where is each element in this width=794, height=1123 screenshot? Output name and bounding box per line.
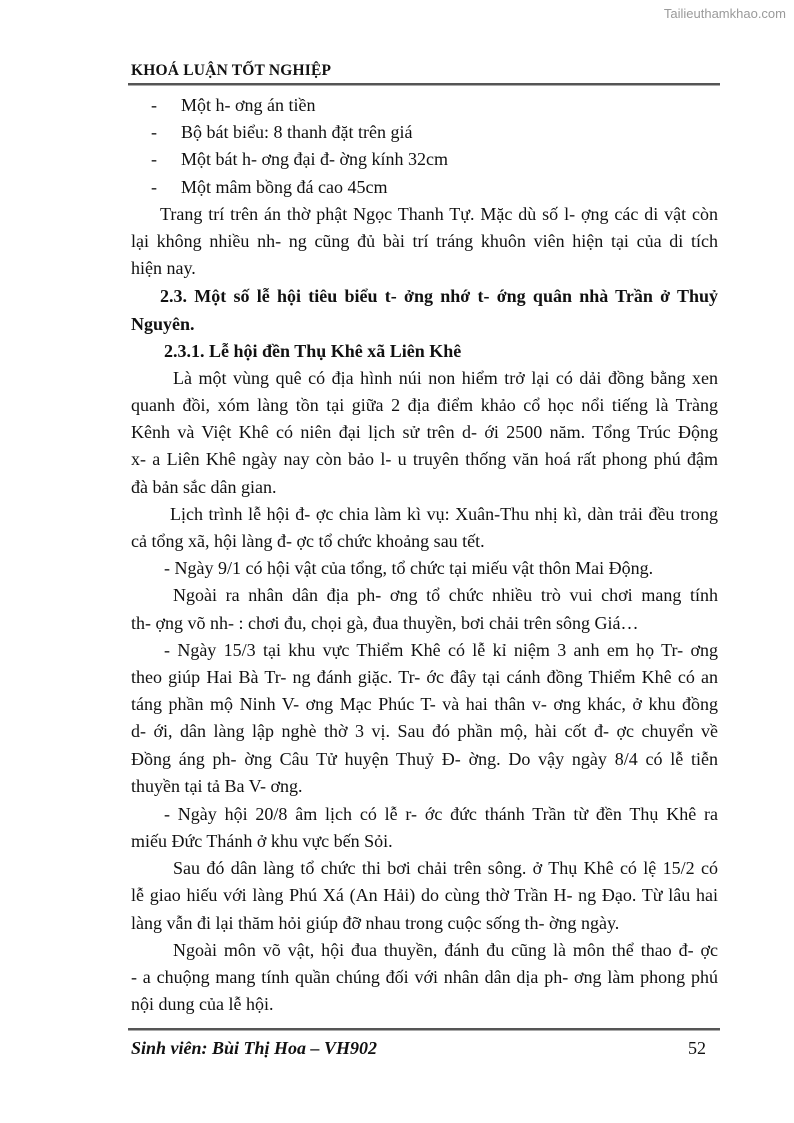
paragraph-line: Đồng áng ph- ờng Câu Tử huyện Thuỷ Đ- ờng. Do vậy ngày 8/4 có lễ tiễn — [131, 748, 718, 769]
bullet-text: Bộ bát biểu: 8 thanh đặt trên giá — [181, 122, 413, 143]
paragraph-line: Ngoài ra nhân dân địa ph- ơng tổ chức nhiều trò vui chơi mang tính — [173, 585, 718, 606]
bullet-dash: - — [151, 149, 157, 170]
bullet-item — [131, 92, 718, 119]
paragraph-line: làng vẫn đi lại thăm hỏi giúp đỡ nhau trong cuộc sống th- ờng ngày. — [131, 912, 620, 933]
paragraph-line: theo giúp Hai Bà Tr- ng đánh giặc. Tr- ớc đây tại cánh đồng Thiểm Khê có an — [131, 666, 718, 687]
paragraph-line: - Ngày hội 20/8 âm lịch có lễ r- ớc đức thánh Trần từ đền Thụ Khê ra — [164, 803, 718, 824]
paragraph-line: Kênh và Việt Khê có niên đại lịch sử trên d- ới 2500 năm. Tổng Trúc Động — [131, 422, 718, 443]
bullet-text: Một h- ơng án tiền — [181, 95, 316, 115]
footer-rule — [128, 1028, 720, 1031]
bullet-dash: - — [151, 95, 157, 115]
bullet-dash: - — [151, 122, 157, 143]
paragraph-line: - Ngày 15/3 tại khu vực Thiểm Khê có lễ kỉ niệm 3 anh em họ Tr- ơng — [164, 639, 718, 660]
bullet-item — [131, 146, 718, 173]
header-rule — [128, 83, 720, 86]
page-body — [131, 92, 718, 1018]
watermark: Tailieuthamkhao.com — [663, 6, 786, 21]
paragraph-line: Lịch trình lễ hội đ- ợc chia làm kì vụ: Xuân-Thu nhị kì, dàn trải đều trong — [170, 503, 718, 524]
paragraph-line: đà bản sắc dân gian. — [131, 476, 277, 497]
bullet-item — [131, 119, 718, 146]
paragraph-line: Ngoài môn võ vật, hội đua thuyền, đánh đu cũng là môn thể thao đ- ợc — [173, 939, 718, 960]
page-footer — [131, 1038, 718, 1059]
student-name: Sinh viên: Bùi Thị Hoa – VH902 — [131, 1038, 378, 1058]
paragraph-line: hiện nay. — [131, 258, 196, 279]
paragraph-line: quanh đồi, xóm làng tồn tại giữa 2 địa điểm khảo cổ học nổi tiếng là Tràng — [131, 395, 718, 416]
paragraph-line: nội dung của lễ hội. — [131, 994, 274, 1015]
running-header: KHOÁ LUẬN TỐT NGHIỆP — [131, 62, 332, 79]
subsection-heading: 2.3.1. Lễ hội đền Thụ Khê xã Liên Khê — [164, 340, 462, 361]
bullet-item — [131, 174, 718, 201]
paragraph-line: d- ới, dân làng lập nghè thờ 3 vị. Sau đó phần mộ, hài cốt đ- ợc chuyển về — [131, 721, 718, 742]
paragraph-line: th- ợng võ nh- : chơi đu, chọi gà, đua thuyền, bơi chải trên sông Giá… — [131, 612, 639, 633]
section-heading: 2.3. Một số lễ hội tiêu biểu t- ởng nhớ t- ớng quân nhà Trần ở Thuỷ — [160, 286, 718, 307]
section-heading: Nguyên. — [131, 313, 195, 334]
paragraph-line: Trang trí trên án thờ phật Ngọc Thanh Tự. Mặc dù số l- ợng các di vật còn — [160, 203, 718, 224]
bullet-dash: - — [151, 176, 157, 197]
page-number: 52 — [688, 1038, 706, 1058]
paragraph-line: - Ngày 9/1 có hội vật của tổng, tổ chức tại miếu vật thôn Mai Động. — [164, 558, 654, 579]
paragraph-line: lại không nhiều nh- ng cũng đủ bài trí tráng khuôn viên hiện tại của di tích — [131, 230, 718, 251]
paragraph-line: miếu Đức Thánh ở khu vực bến Sỏi. — [131, 831, 393, 852]
paragraph-line: lễ giao hiếu với làng Phú Xá (An Hải) do cùng thờ Trần H- ng Đạo. Từ lâu hai — [131, 885, 718, 906]
paragraph-line: Là một vùng quê có địa hình núi non hiểm trở lại có dải đồng bằng xen — [173, 367, 718, 388]
paragraph-line: Sau đó dân làng tổ chức thi bơi chải trên sông. ở Thụ Khê có lệ 15/2 có — [173, 858, 718, 879]
bullet-text: Một bát h- ơng đại đ- ờng kính 32cm — [181, 149, 449, 170]
paragraph-line: cả tổng xã, hội làng đ- ợc tổ chức khoảng sau tết. — [131, 531, 485, 551]
paragraph-line: táng phần mộ Ninh V- ơng Mạc Phúc T- và hai thân v- ơng khác, ở khu đồng — [131, 694, 718, 715]
paragraph-line: thuyền tại tả Ba V- ơng. — [131, 775, 303, 796]
bullet-text: Một mâm bồng đá cao 45cm — [181, 176, 388, 197]
paragraph-line: x- a Liên Khê ngày nay còn bảo l- u truyên thống văn hoá rất phong phú đậm — [131, 449, 718, 470]
paragraph-line: - a chuộng mang tính quần chúng đối với nhân dân dịa ph- ơng làm phong phú — [131, 967, 718, 987]
